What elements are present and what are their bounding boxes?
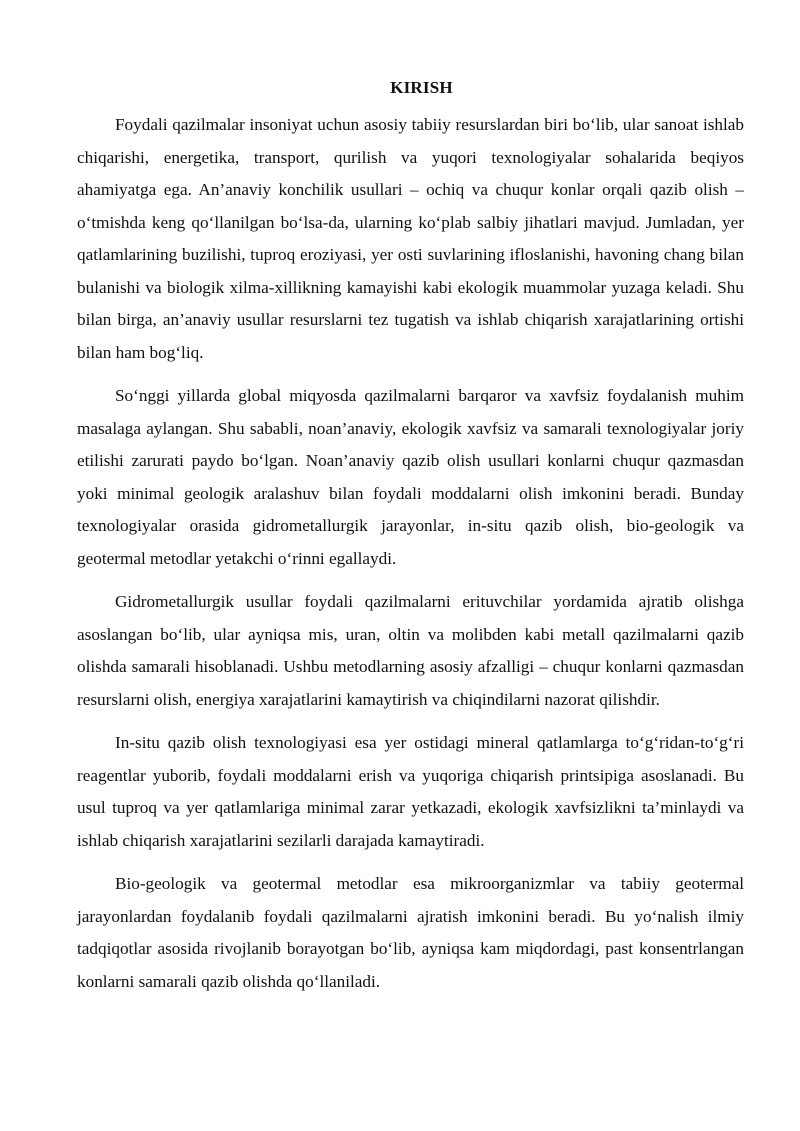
paragraph-global-context: So‘nggi yillarda global miqyosda qazilmalarni barqaror va xavfsiz foydalanish muhim masalaga aylangan. Shu sababli, noan’anaviy, ekologik xavfsiz va samarali texnologiyalar joriy etilishi zarurati paydo bo‘lgan. Noan’anaviy qazib olish usullari konlarni chuqur qazmasdan yoki minimal geologik aralashuv bilan foydali moddalarni olish imkonini beradi. Bunday texnologiyalar orasida gidrometallurgik jarayonlar, in-situ qazib olish, bio-geologik va geotermal metodlar yetakchi o‘rinni egallaydi.: [77, 386, 744, 568]
paragraph-in-situ: In-situ qazib olish texnologiyasi esa yer ostidagi mineral qatlamlarga to‘g‘ridan-to‘g‘ri reagentlar yuborib, foydali moddalarni erish va yuqoriga chiqarish printsipiga asoslanadi. Bu usul tuproq va yer qatlamlariga minimal zarar yetkazadi, ekologik xavfsizlikni ta’minlaydi va ishlab chiqarish xarajatlarini sezilarli darajada kamaytiradi.: [77, 733, 744, 850]
paragraph-hydrometallurgy: Gidrometallurgik usullar foydali qazilmalarni erituvchilar yordamida ajratib olishga asoslangan bo‘lib, ular ayniqsa mis, uran, oltin va molibden kabi metall qazilmalarni qazib olishda samarali hisoblanadi. Ushbu metodlarning asosiy afzalligi – chuqur konlarni qazmasdan resurslarni olish, energiya xarajatlarini kamaytirish va chiqindilarni nazorat qilishdir.: [77, 592, 744, 709]
paragraph-intro: Foydali qazilmalar insoniyat uchun asosiy tabiiy resurslardan biri bo‘lib, ular sanoat ishlab chiqarishi, energetika, transport, qurilish va yuqori texnologiyalar sohalarida beqiyos ahamiyatga ega. An’anaviy konchilik usullari – ochiq va chuqur konlar orqali qazib olish – o‘tmishda keng qo‘llanilgan bo‘lsa-da, ularning ko‘plab salbiy jihatlari mavjud. Jumladan, yer qatlamlarining buzilishi, tuproq eroziyasi, yer osti suvlarining ifloslanishi, havoning chang bilan bulanishi va biologik xilma-xillikning kamayishi kabi ekologik muammolar yuzaga keladi. Shu bilan birga, an’anaviy usullar resurslarni tez tugatish va ishlab chiqarish xarajatlarining ortishi bilan ham bog‘liq.: [77, 115, 744, 362]
page-title: KIRISH: [390, 78, 453, 97]
paragraph-bio-geothermal: Bio-geologik va geotermal metodlar esa mikroorganizmlar va tabiiy geotermal jarayonlardan foydalanib foydali qazilmalarni ajratish imkonini beradi. Bu yo‘nalish ilmiy tadqiqotlar asosida rivojlanib borayotgan bo‘lib, ayniqsa kam miqdordagi, past konsentrlangan konlarni samarali qazib olishda qo‘llaniladi.: [77, 874, 744, 991]
